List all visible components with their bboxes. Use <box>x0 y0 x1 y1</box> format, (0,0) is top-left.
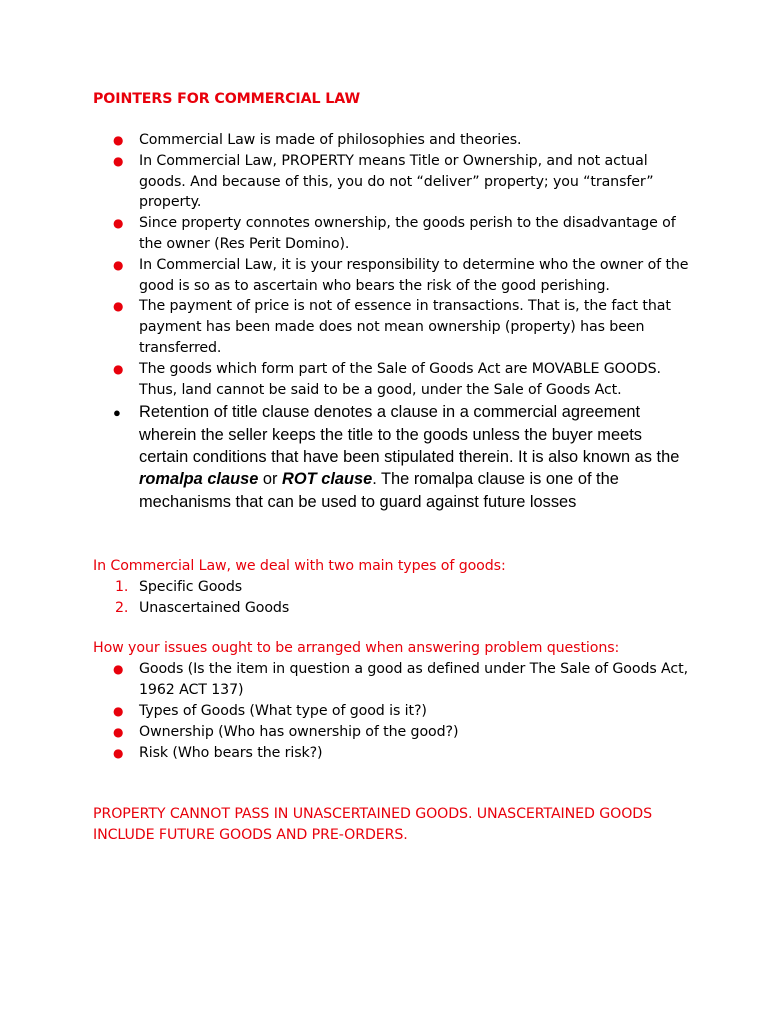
bullet-dot-icon: ● <box>113 216 124 231</box>
list-item-text: Goods (Is the item in question a good as defined under The Sale of Goods Act, 1962 ACT 137) <box>139 661 688 699</box>
bullet-dot-icon: ● <box>113 361 124 376</box>
bullet-dot-icon: ● <box>113 153 124 168</box>
list-item <box>93 359 693 401</box>
list-item-text: The payment of price is not of essence in transactions. That is, the fact that payment has been made does not mean ownership (property) has been transferred. <box>139 298 671 356</box>
document-page <box>93 89 693 846</box>
list-item <box>93 577 693 598</box>
bullet-dot-icon: ● <box>113 704 124 719</box>
list-item <box>93 722 693 743</box>
list-item <box>93 701 693 722</box>
bullet-dot-icon: ● <box>113 724 124 739</box>
list-item-number: 2. <box>115 599 129 616</box>
pointers-list <box>93 130 693 513</box>
list-item <box>93 659 693 701</box>
issues-list <box>93 659 693 763</box>
rot-clause-term: ROT clause <box>282 470 373 489</box>
bullet-dot-icon: ● <box>113 299 124 314</box>
list-item-number: 1. <box>115 578 129 595</box>
list-item-text: In Commercial Law, PROPERTY means Title or Ownership, and not actual goods. And because of this, you do not “deliver” property; you “transfer” property. <box>139 152 654 211</box>
list-item <box>93 213 693 255</box>
retention-of-title-item <box>93 401 693 512</box>
list-item-text: Risk (Who bears the risk?) <box>139 744 323 761</box>
retention-text-part1: Retention of title clause denotes a clause in a commercial agreement wherein the seller keeps the title to the goods unless the buyer meets certain conditions that have been stipulated therein. It is also known as the <box>139 403 680 466</box>
list-item <box>93 255 693 297</box>
list-item <box>93 743 693 764</box>
list-item-text: Types of Goods (What type of good is it?) <box>139 703 427 720</box>
goods-types-heading: In Commercial Law, we deal with two main types of goods: <box>93 557 506 574</box>
list-item-text: Specific Goods <box>139 578 243 595</box>
romalpa-clause-term: romalpa clause <box>139 470 259 489</box>
page-title: POINTERS FOR COMMERCIAL LAW <box>93 91 360 107</box>
final-note: PROPERTY CANNOT PASS IN UNASCERTAINED GOODS. UNASCERTAINED GOODS INCLUDE FUTURE GOODS AND PRE-ORDERS. <box>93 806 653 844</box>
list-item <box>93 130 693 151</box>
list-item-text: Unascertained Goods <box>139 599 290 616</box>
list-item-text: Since property connotes ownership, the goods perish to the disadvantage of the owner (Res Perit Domino). <box>139 215 676 252</box>
list-item-text: Commercial Law is made of philosophies and theories. <box>139 132 522 148</box>
list-item-text: Ownership (Who has ownership of the good?) <box>139 723 459 740</box>
goods-types-list <box>93 577 693 619</box>
bullet-dot-icon: ● <box>113 745 124 760</box>
retention-text-or: or <box>258 470 283 489</box>
list-item-text: In Commercial Law, it is your responsibility to determine who the owner of the good is so as to ascertain who bears the risk of the good perishing. <box>139 256 689 294</box>
issues-heading: How your issues ought to be arranged when answering problem questions: <box>93 640 620 657</box>
retention-text-part2: . The romalpa clause is one of the mechanisms that can be used to guard against future losses <box>139 470 619 511</box>
bullet-dot-icon: ● <box>113 405 121 421</box>
list-item <box>93 598 693 619</box>
bullet-dot-icon: ● <box>113 133 124 147</box>
list-item <box>93 296 693 358</box>
list-item-text: The goods which form part of the Sale of Goods Act are MOVABLE GOODS. Thus, land cannot be said to be a good, under the Sale of Goods Act. <box>139 360 661 398</box>
bullet-dot-icon: ● <box>113 257 124 272</box>
bullet-dot-icon: ● <box>113 662 124 677</box>
list-item <box>93 151 693 213</box>
